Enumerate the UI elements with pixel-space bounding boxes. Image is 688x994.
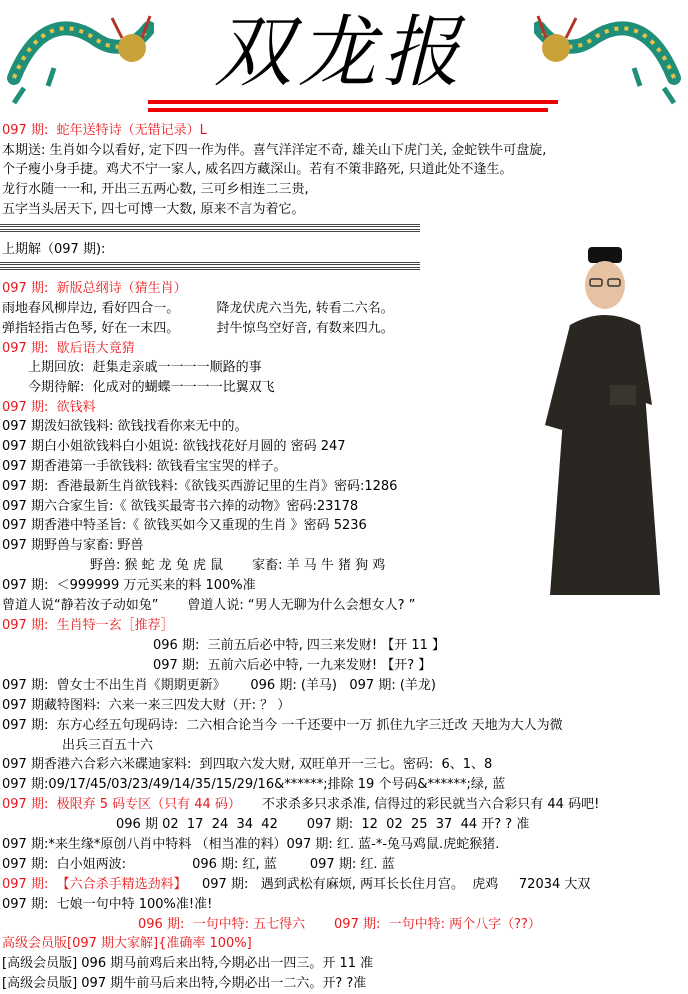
text-line: 097 期: 曾女士不出生肖《期期更新》 096 期: (羊马) 097 期: (羊龙)	[2, 678, 436, 693]
text-line: 出兵三百五十六	[62, 738, 154, 753]
text-line: 高级会员版[097 期大家解]{准确率 100%]	[2, 936, 252, 951]
text-line: [高级会员版] 097 期牛前马后来出特,今期必出一二六。开? ?准	[2, 976, 367, 991]
text-line: 龙行水随一一和, 开出三五两心数, 三可乡相连二三贵,	[2, 182, 309, 197]
text-line: 097 期: 新版总纲诗（猜生肖）	[2, 281, 187, 296]
text-line: 097 期野兽与家畜: 野兽	[2, 538, 144, 553]
text-line: 097 期藏特图料: 六来一来三四发大财（开: ？ ）	[2, 698, 291, 713]
text-line: 五字当头居天下, 四七可博一大数, 原来不言为着它。	[2, 202, 305, 217]
double-rule	[0, 262, 420, 270]
text-line: 097 期: ＜999999 万元买来的料 100%准	[2, 578, 256, 593]
text-line: 097 期: 东方心经五句现码诗: 二六相合论当今 一千还要中一万 抓住九字三迁改 天地为大人为微	[2, 718, 563, 733]
text-line: 097 期: 歇后语大竟猜	[2, 341, 135, 356]
header-bar-top	[148, 100, 558, 104]
text-line: 097 期泼妇欲钱料: 欲钱找看你来无中的。	[2, 419, 248, 434]
text-line: 弹指轻指古色琴, 好在一末四。 封牛惊鸟空好音, 有数来四九。	[2, 321, 394, 336]
text-line: 本期送: 生肖如今以看好, 定下四一作为伴。喜气洋洋定不奇, 雄关山下虎门关, 金蛇铁牛可盘旋,	[2, 143, 547, 158]
header-bar-bottom	[148, 108, 548, 112]
text-line: 097 期: 香港最新生肖欲钱料:《欲钱买西游记里的生肖》密码:1286	[2, 479, 398, 494]
text-line: 096 期: 一句中特: 五七得六 097 期: 一句中特: 两个八字（??）	[138, 917, 541, 932]
text-line: 096 期 02 17 24 34 42 097 期: 12 02 25 37 44 开? ? 准	[116, 817, 530, 832]
text-line: 上期回放: 赶集走亲戚一一一一顺路的事	[28, 360, 262, 375]
text-line: [高级会员版] 096 期马前鸡后来出特,今期必出一四三。开 11 准	[2, 956, 374, 971]
text-line: 097 期: 生肖特一玄［推荐］	[2, 618, 174, 633]
text-line: 097 期香港六合彩六米碟迪家料: 到四取六发大财, 双旺单开一三七。密码: 6、1、8	[2, 757, 493, 772]
page-header	[0, 0, 688, 120]
text-line: 上期解（097 期):	[2, 242, 106, 257]
text-line: 097 期: 白小姐两波: 096 期: 红, 蓝 097 期: 红. 蓝	[2, 857, 395, 872]
text-line: 今期待解: 化成对的蝴蝶一一一一比翼双飞	[28, 380, 275, 395]
text-line: 野兽: 猴 蛇 龙 兔 虎 鼠 家畜: 羊 马 牛 猪 狗 鸡	[90, 558, 386, 573]
text-line: 097 期: 蛇年送特诗（无错记录）L	[2, 123, 207, 138]
text-line: 097 期:*来生缘*原创八肖中特料 （相当准的料）097 期: 红. 蓝-*-兔马鸡鼠.虎蛇猴猪.	[2, 837, 500, 852]
text-line: 雨地春风柳岸边, 看好四合一。 降龙伏虎六当先, 转看二六名。	[2, 301, 394, 316]
text-line: 097 期白小姐欲钱料白小姐说: 欲钱找花好月圆的 密码 247	[2, 439, 346, 454]
text-line: 097 期: 五前六后必中特, 一九来发财! 【开? 】	[153, 658, 432, 673]
text-line: 097 期: 极限弃 5 码专区（只有 44 码）	[2, 797, 241, 812]
double-rule	[0, 224, 420, 232]
text-line: 097 期: 七娘一句中特 100%准!准!	[2, 897, 213, 912]
text-line: 097 期香港中特圣旨:《 欲钱买如今又重现的生肖 》密码 5236	[2, 518, 367, 533]
dragon-right-image	[534, 8, 684, 108]
man-in-robe-image	[540, 245, 680, 600]
text-line: 个子瘦小身手捷。鸡犬不宁一家人, 威名四方藏深山。若有不策非路死, 只道此处不逢生。	[2, 162, 513, 177]
text-line: 曾道人说“静若汝子动如兔” 曾道人说: “男人无聊为什么会想女人? ”	[2, 598, 416, 613]
page-title: 双龙报	[213, 8, 466, 98]
text-line: 096 期: 三前五后必中特, 四三来发财! 【开 11 】	[153, 638, 446, 653]
text-line: 097 期:09/17/45/03/23/49/14/35/15/29/16&******;排除 19 个号码&******;绿, 蓝	[2, 777, 506, 792]
dragon-left-image	[4, 8, 154, 108]
text-line: 097 期: 【六合杀手精选劲料】	[2, 877, 187, 892]
text-line: 097 期: 欲钱料	[2, 400, 96, 415]
text-line: 097 期: 遇到武松有麻烦, 两耳长长住月宫。 虎鸡 72034 大双	[202, 877, 591, 892]
text-line: 097 期香港第一手欲钱料: 欲钱看宝宝哭的样子。	[2, 459, 287, 474]
text-line: 097 期六合家生旨:《 欲钱买最寄书六捧的动物》密码:23178	[2, 499, 359, 514]
text-line: 不求杀多只求杀准, 信得过的彩民就当六合彩只有 44 码吧!	[262, 797, 600, 812]
